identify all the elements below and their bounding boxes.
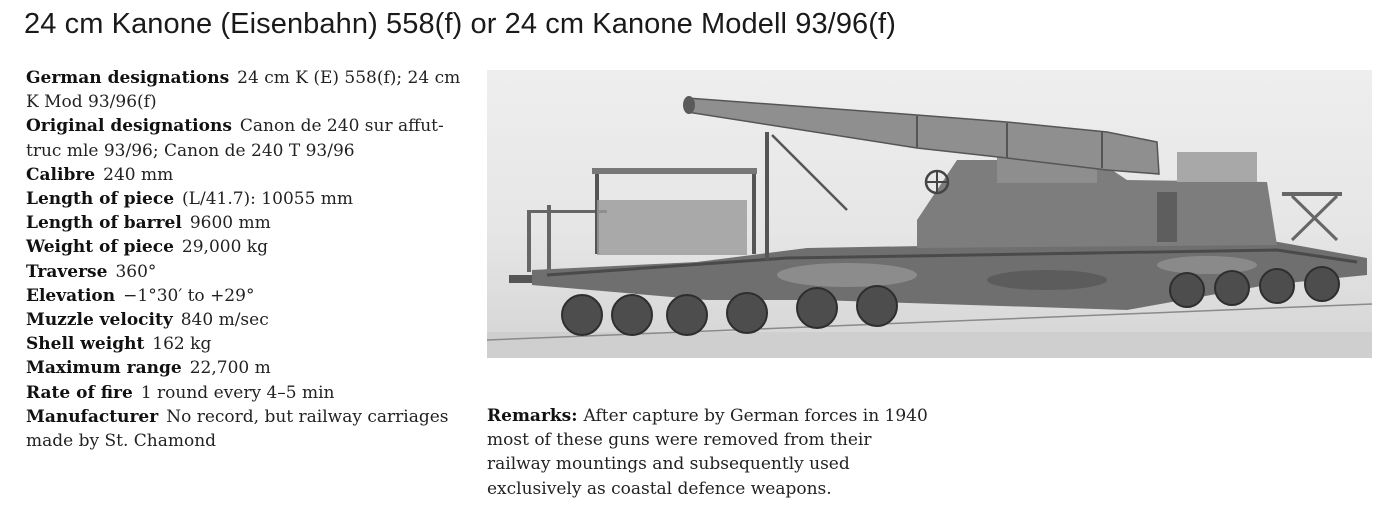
- spec-label: Rate of fire: [26, 382, 133, 403]
- remarks-paragraph: [487, 404, 937, 501]
- spec-label: Manufacturer: [26, 406, 159, 427]
- spec-label: Traverse: [26, 261, 108, 282]
- page-title: 24 cm Kanone (Eisenbahn) 558(f) or 24 cm Kanone Modell 93/96(f): [24, 8, 896, 40]
- spec-value: 840 m/sec: [180, 310, 269, 331]
- spec-label: Maximum range: [26, 358, 182, 379]
- spec-value: 360°: [115, 261, 157, 282]
- spec-value: No record, but railway carriages made by St. Chamond: [26, 406, 449, 452]
- specifications-list: [26, 66, 466, 453]
- spec-manufacturer: [26, 405, 466, 453]
- spec-label: Original designations: [26, 116, 232, 137]
- spec-label: Weight of piece: [26, 237, 174, 258]
- spec-label: Calibre: [26, 164, 96, 185]
- remarks-label: Remarks:: [487, 406, 578, 426]
- spec-german-designations: [26, 66, 466, 114]
- spec-traverse: [26, 260, 466, 284]
- spec-value: 240 mm: [103, 164, 174, 185]
- spec-length-of-piece: [26, 187, 466, 211]
- spec-elevation: [26, 284, 466, 308]
- spec-label: Shell weight: [26, 334, 145, 355]
- spec-original-designations: [26, 114, 466, 162]
- spec-value: 24 cm K (E) 558(f); 24 cm K Mod 93/96(f): [26, 68, 461, 113]
- spec-label: Length of barrel: [26, 213, 182, 234]
- railway-gun-photo: [487, 70, 1372, 358]
- spec-label: Length of piece: [26, 189, 175, 210]
- spec-label: German designations: [26, 68, 230, 88]
- spec-weight-of-piece: [26, 235, 466, 259]
- spec-muzzle-velocity: [26, 308, 466, 332]
- spec-shell-weight: [26, 332, 466, 356]
- spec-rate-of-fire: [26, 381, 466, 405]
- spec-value: 1 round every 4–5 min: [140, 382, 335, 403]
- spec-value: (L/41.7): 10055 mm: [182, 189, 354, 210]
- railway-gun-illustration: [487, 70, 1372, 358]
- remarks-text: After capture by German forces in 1940 most of these guns were removed from their railway mountings and subsequently used exclusively as coastal defence weapons.: [487, 406, 928, 499]
- spec-value: Canon de 240 sur affut-truc mle 93/96; Canon de 240 T 93/96: [26, 116, 444, 161]
- spec-value: 29,000 kg: [181, 237, 268, 258]
- spec-length-of-barrel: [26, 211, 466, 235]
- spec-value: 162 kg: [152, 334, 212, 355]
- spec-value: 9600 mm: [189, 213, 271, 234]
- spec-value: 22,700 m: [189, 358, 271, 379]
- spec-calibre: [26, 163, 466, 187]
- spec-label: Elevation: [26, 285, 116, 306]
- spec-maximum-range: [26, 356, 466, 380]
- spec-value: −1°30′ to +29°: [123, 285, 255, 306]
- spec-label: Muzzle velocity: [26, 310, 173, 331]
